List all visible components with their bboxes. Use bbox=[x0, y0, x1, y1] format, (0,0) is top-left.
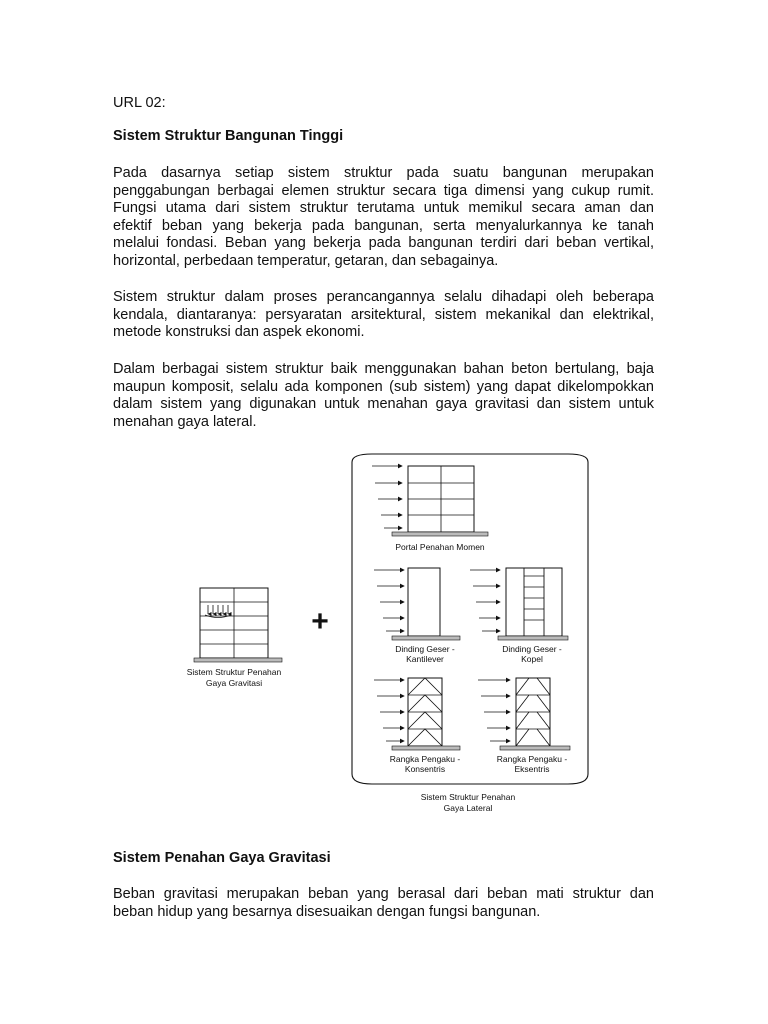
structural-systems-diagram bbox=[170, 448, 600, 820]
lateral-load-arrows bbox=[374, 680, 404, 741]
paragraph-line: efektif beban yang bekerja pada bangunan, serta menyalurkannya ke tanah bbox=[113, 217, 654, 234]
paragraph-line: maupun komposit, selalu ada komponen (sub sistem) yang dapat dikelompokkan bbox=[113, 378, 654, 395]
braced-concentric-label-line1: Rangka Pengaku - bbox=[389, 754, 461, 764]
shear-wall-coupled-label-line2: Kopel bbox=[521, 654, 543, 664]
paragraph-line: menahan gaya lateral. bbox=[113, 413, 257, 430]
paragraph-line: dalam sistem yang digunakan untuk menahan gaya gravitasi dan sistem untuk bbox=[113, 396, 654, 413]
paragraph-intro bbox=[113, 165, 654, 271]
lateral-load-arrows bbox=[372, 466, 402, 528]
paragraph-line: Sistem struktur dalam proses perancangannya selalu dihadapi oleh beberapa bbox=[113, 289, 654, 305]
paragraph-line: melalui fondasi. Beban yang bekerja pada bangunan terdiri dari beban vertikal, bbox=[113, 235, 654, 252]
moment-frame-diagram bbox=[372, 466, 488, 536]
paragraph-line: beban hidup yang besarnya disesuaikan dengan fungsi bangunan. bbox=[113, 903, 541, 920]
paragraph-line: Fungsi utama dari sistem struktur terutama untuk memikul secara aman dan bbox=[113, 200, 654, 217]
lateral-caption-line2: Gaya Lateral bbox=[443, 803, 493, 813]
paragraph-line: kendala, diantaranya: persyaratan arsitektural, sistem mekanikal dan elektrikal, bbox=[113, 306, 654, 323]
paragraph-line: Dalam berbagai sistem struktur baik menggunakan bahan beton bertulang, baja bbox=[113, 361, 654, 377]
paragraph-line: metode konstruksi dan aspek ekonomi. bbox=[113, 324, 365, 341]
paragraph-subsystems bbox=[113, 361, 654, 431]
shear-wall-cantilever-label-line2: Kantilever bbox=[406, 654, 444, 664]
paragraph-line: Beban gravitasi merupakan beban yang berasal dari beban mati struktur dan bbox=[113, 886, 654, 902]
plus-sign: + bbox=[311, 605, 329, 638]
braced-frame-concentric-diagram bbox=[374, 678, 460, 750]
paragraph-line: horizontal, perbedaan temperatur, getaran, dan sebagainya. bbox=[113, 252, 499, 269]
shear-wall-coupled-label-line1: Dinding Geser - bbox=[502, 644, 562, 654]
shear-wall-coupled-diagram bbox=[470, 568, 568, 640]
braced-eccentric-label-line2: Eksentris bbox=[514, 764, 550, 774]
shear-wall-cantilever-label-line1: Dinding Geser - bbox=[395, 644, 455, 654]
lateral-load-arrows bbox=[470, 570, 500, 631]
braced-frame-eccentric-diagram bbox=[478, 678, 570, 750]
gravity-building-diagram bbox=[194, 588, 282, 662]
url-label: URL 02: bbox=[113, 95, 166, 111]
lateral-load-arrows bbox=[374, 570, 404, 631]
braced-concentric-label-line2: Konsentris bbox=[404, 764, 446, 774]
paragraph-constraints bbox=[113, 289, 654, 342]
lateral-caption-line1: Sistem Struktur Penahan bbox=[420, 792, 516, 802]
braced-eccentric-label-line1: Rangka Pengaku - bbox=[496, 754, 568, 764]
gravity-caption-line2: Gaya Gravitasi bbox=[205, 678, 263, 688]
paragraph-line: penggabungan berbagai elemen struktur secara tiga dimensi yang cukup rumit. bbox=[113, 182, 654, 199]
lateral-systems-frame bbox=[352, 454, 588, 784]
moment-frame-label: Portal Penahan Momen bbox=[395, 542, 485, 552]
section-heading-gravity-system: Sistem Penahan Gaya Gravitasi bbox=[113, 850, 331, 866]
shear-wall-cantilever-diagram bbox=[374, 568, 460, 640]
paragraph-gravity-loads bbox=[113, 886, 654, 921]
section-heading-tall-building-structure: Sistem Struktur Bangunan Tinggi bbox=[113, 128, 344, 144]
lateral-load-arrows bbox=[478, 680, 510, 741]
gravity-caption-line1: Sistem Struktur Penahan bbox=[186, 667, 282, 677]
paragraph-line: Pada dasarnya setiap sistem struktur pada suatu bangunan merupakan bbox=[113, 165, 654, 181]
